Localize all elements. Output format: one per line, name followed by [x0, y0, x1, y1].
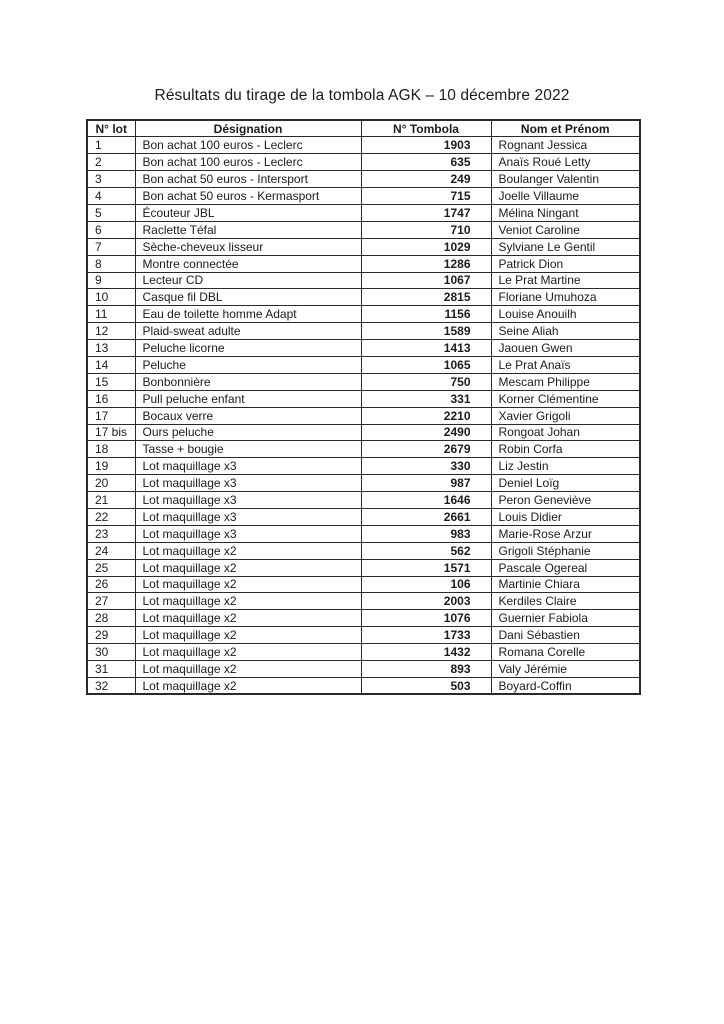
lot-number-cell: 17 bis [87, 424, 135, 441]
winner-name-cell: Boyard-Coffin [491, 677, 640, 694]
table-row [87, 137, 640, 154]
table-row [87, 525, 640, 542]
lot-number-cell: 20 [87, 475, 135, 492]
designation-cell: Lot maquillage x2 [135, 542, 361, 559]
table-row [87, 340, 640, 357]
winner-name-cell: Romana Corelle [491, 644, 640, 661]
lot-number-cell: 26 [87, 576, 135, 593]
winner-name-cell: Jaouen Gwen [491, 340, 640, 357]
lot-number-cell: 13 [87, 340, 135, 357]
table-row [87, 661, 640, 678]
winner-name-cell: Le Prat Martine [491, 272, 640, 289]
winner-name-cell: Louis Didier [491, 508, 640, 525]
lot-number-cell: 32 [87, 677, 135, 694]
results-table [86, 119, 641, 695]
lot-number-cell: 21 [87, 492, 135, 509]
document-title: Résultats du tirage de la tombola AGK – 10 décembre 2022 [154, 87, 570, 104]
table-row [87, 458, 640, 475]
designation-cell: Lot maquillage x3 [135, 508, 361, 525]
lot-number-cell: 23 [87, 525, 135, 542]
lot-number-cell: 30 [87, 644, 135, 661]
table-row [87, 559, 640, 576]
table-row [87, 542, 640, 559]
lot-number-cell: 12 [87, 323, 135, 340]
designation-cell: Lot maquillage x2 [135, 677, 361, 694]
tombola-number-cell: 1076 [361, 610, 491, 627]
table-row [87, 610, 640, 627]
lot-number-cell: 1 [87, 137, 135, 154]
winner-name-cell: Dani Sébastien [491, 627, 640, 644]
table-row [87, 154, 640, 171]
table-row [87, 221, 640, 238]
table-row [87, 508, 640, 525]
winner-name-cell: Rongoat Johan [491, 424, 640, 441]
winner-name-cell: Joelle Villaume [491, 188, 640, 205]
tombola-number-cell: 503 [361, 677, 491, 694]
designation-cell: Plaid-sweat adulte [135, 323, 361, 340]
designation-cell: Ours peluche [135, 424, 361, 441]
winner-name-cell: Pascale Ogereal [491, 559, 640, 576]
winner-name-cell: Floriane Umuhoza [491, 289, 640, 306]
designation-cell: Sèche-cheveux lisseur [135, 238, 361, 255]
table-header-row [87, 120, 640, 137]
tombola-number-cell: 2490 [361, 424, 491, 441]
tombola-number-cell: 1571 [361, 559, 491, 576]
designation-cell: Lot maquillage x2 [135, 559, 361, 576]
table-row [87, 644, 640, 661]
table-row [87, 492, 640, 509]
designation-cell: Lot maquillage x2 [135, 610, 361, 627]
winner-name-cell: Marie-Rose Arzur [491, 525, 640, 542]
winner-name-cell: Seine Aliah [491, 323, 640, 340]
table-row [87, 441, 640, 458]
lot-number-cell: 15 [87, 373, 135, 390]
designation-cell: Bonbonnière [135, 373, 361, 390]
tombola-number-cell: 2679 [361, 441, 491, 458]
winner-name-cell: Korner Clémentine [491, 390, 640, 407]
lot-number-cell: 8 [87, 255, 135, 272]
tombola-number-cell: 1156 [361, 306, 491, 323]
lot-number-cell: 14 [87, 356, 135, 373]
designation-cell: Lecteur CD [135, 272, 361, 289]
designation-cell: Bon achat 50 euros - Intersport [135, 171, 361, 188]
table-row [87, 677, 640, 694]
table-row [87, 356, 640, 373]
winner-name-cell: Patrick Dion [491, 255, 640, 272]
table-row [87, 593, 640, 610]
designation-cell: Bon achat 100 euros - Leclerc [135, 137, 361, 154]
header-tombola-number: N° Tombola [361, 120, 491, 137]
tombola-number-cell: 983 [361, 525, 491, 542]
winner-name-cell: Mélina Ningant [491, 204, 640, 221]
table-row [87, 238, 640, 255]
designation-cell: Lot maquillage x3 [135, 525, 361, 542]
table-row [87, 171, 640, 188]
winner-name-cell: Louise Anouilh [491, 306, 640, 323]
designation-cell: Écouteur JBL [135, 204, 361, 221]
table-row [87, 323, 640, 340]
designation-cell: Eau de toilette homme Adapt [135, 306, 361, 323]
table-row [87, 424, 640, 441]
lot-number-cell: 25 [87, 559, 135, 576]
tombola-number-cell: 1413 [361, 340, 491, 357]
tombola-number-cell: 330 [361, 458, 491, 475]
tombola-number-cell: 106 [361, 576, 491, 593]
lot-number-cell: 16 [87, 390, 135, 407]
tombola-number-cell: 1286 [361, 255, 491, 272]
lot-number-cell: 29 [87, 627, 135, 644]
tombola-number-cell: 331 [361, 390, 491, 407]
lot-number-cell: 3 [87, 171, 135, 188]
header-lot-number: N° lot [87, 120, 135, 137]
lot-number-cell: 18 [87, 441, 135, 458]
designation-cell: Lot maquillage x3 [135, 458, 361, 475]
winner-name-cell: Sylviane Le Gentil [491, 238, 640, 255]
designation-cell: Montre connectée [135, 255, 361, 272]
winner-name-cell: Robin Corfa [491, 441, 640, 458]
designation-cell: Bocaux verre [135, 407, 361, 424]
header-designation: Désignation [135, 120, 361, 137]
designation-cell: Peluche licorne [135, 340, 361, 357]
designation-cell: Bon achat 100 euros - Leclerc [135, 154, 361, 171]
results-table-body [87, 137, 640, 694]
table-row [87, 407, 640, 424]
winner-name-cell: Le Prat Anaïs [491, 356, 640, 373]
lot-number-cell: 2 [87, 154, 135, 171]
designation-cell: Lot maquillage x3 [135, 492, 361, 509]
designation-cell: Lot maquillage x2 [135, 661, 361, 678]
tombola-number-cell: 1589 [361, 323, 491, 340]
tombola-number-cell: 2003 [361, 593, 491, 610]
designation-cell: Peluche [135, 356, 361, 373]
tombola-number-cell: 987 [361, 475, 491, 492]
table-row [87, 272, 640, 289]
designation-cell: Lot maquillage x2 [135, 627, 361, 644]
designation-cell: Lot maquillage x2 [135, 576, 361, 593]
designation-cell: Lot maquillage x2 [135, 593, 361, 610]
winner-name-cell: Grigoli Stéphanie [491, 542, 640, 559]
winner-name-cell: Veniot Caroline [491, 221, 640, 238]
tombola-number-cell: 2210 [361, 407, 491, 424]
designation-cell: Lot maquillage x2 [135, 644, 361, 661]
tombola-number-cell: 2815 [361, 289, 491, 306]
designation-cell: Raclette Téfal [135, 221, 361, 238]
winner-name-cell: Rognant Jessica [491, 137, 640, 154]
tombola-number-cell: 1065 [361, 356, 491, 373]
lot-number-cell: 6 [87, 221, 135, 238]
tombola-number-cell: 893 [361, 661, 491, 678]
designation-cell: Lot maquillage x3 [135, 475, 361, 492]
lot-number-cell: 10 [87, 289, 135, 306]
tombola-number-cell: 2661 [361, 508, 491, 525]
lot-number-cell: 5 [87, 204, 135, 221]
lot-number-cell: 17 [87, 407, 135, 424]
table-row [87, 289, 640, 306]
table-row [87, 255, 640, 272]
lot-number-cell: 22 [87, 508, 135, 525]
winner-name-cell: Martinie Chiara [491, 576, 640, 593]
table-row [87, 576, 640, 593]
table-row [87, 475, 640, 492]
tombola-number-cell: 715 [361, 188, 491, 205]
designation-cell: Casque fil DBL [135, 289, 361, 306]
table-row [87, 188, 640, 205]
tombola-number-cell: 710 [361, 221, 491, 238]
tombola-number-cell: 1903 [361, 137, 491, 154]
winner-name-cell: Valy Jérémie [491, 661, 640, 678]
lot-number-cell: 9 [87, 272, 135, 289]
tombola-number-cell: 635 [361, 154, 491, 171]
tombola-number-cell: 1747 [361, 204, 491, 221]
table-row [87, 373, 640, 390]
lot-number-cell: 27 [87, 593, 135, 610]
winner-name-cell: Peron Geneviève [491, 492, 640, 509]
designation-cell: Tasse + bougie [135, 441, 361, 458]
lot-number-cell: 4 [87, 188, 135, 205]
designation-cell: Pull peluche enfant [135, 390, 361, 407]
winner-name-cell: Xavier Grigoli [491, 407, 640, 424]
lot-number-cell: 11 [87, 306, 135, 323]
tombola-number-cell: 1432 [361, 644, 491, 661]
lot-number-cell: 24 [87, 542, 135, 559]
lot-number-cell: 31 [87, 661, 135, 678]
table-row [87, 306, 640, 323]
table-row [87, 204, 640, 221]
table-row [87, 390, 640, 407]
table-row [87, 627, 640, 644]
lot-number-cell: 28 [87, 610, 135, 627]
tombola-number-cell: 1067 [361, 272, 491, 289]
winner-name-cell: Mescam Philippe [491, 373, 640, 390]
designation-cell: Bon achat 50 euros - Kermasport [135, 188, 361, 205]
winner-name-cell: Deniel Loïg [491, 475, 640, 492]
tombola-number-cell: 249 [361, 171, 491, 188]
lot-number-cell: 7 [87, 238, 135, 255]
winner-name-cell: Liz Jestin [491, 458, 640, 475]
lot-number-cell: 19 [87, 458, 135, 475]
winner-name-cell: Kerdiles Claire [491, 593, 640, 610]
tombola-number-cell: 1029 [361, 238, 491, 255]
tombola-number-cell: 562 [361, 542, 491, 559]
tombola-number-cell: 750 [361, 373, 491, 390]
winner-name-cell: Boulanger Valentin [491, 171, 640, 188]
tombola-number-cell: 1733 [361, 627, 491, 644]
tombola-number-cell: 1646 [361, 492, 491, 509]
header-winner-name: Nom et Prénom [491, 120, 640, 137]
winner-name-cell: Guernier Fabiola [491, 610, 640, 627]
winner-name-cell: Anaïs Roué Letty [491, 154, 640, 171]
